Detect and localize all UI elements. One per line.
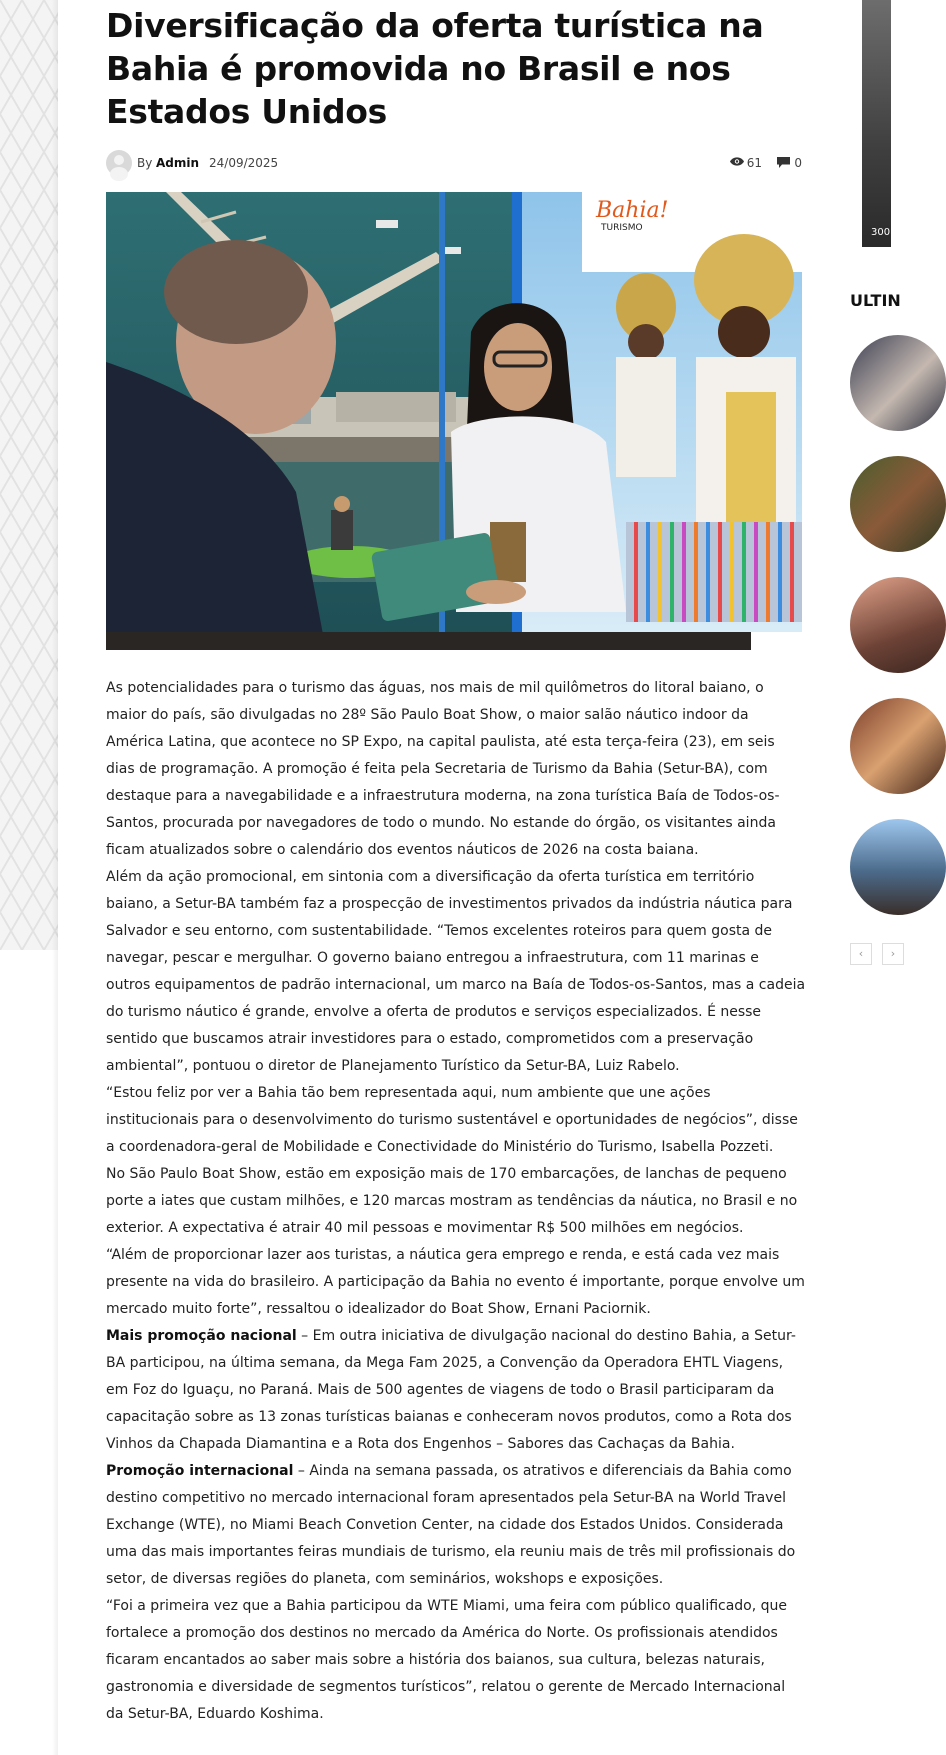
- author-avatar[interactable]: [106, 150, 132, 176]
- article-title: Diversificação da oferta turística na Bahia é promovida no Brasil e nos Estados Unidos: [106, 6, 764, 131]
- banner-brand: Bahia!: [596, 198, 669, 223]
- sidebar-post-thumb-4[interactable]: [850, 698, 946, 794]
- by-label: By: [137, 156, 153, 170]
- sidebar-post-thumb-1[interactable]: [850, 335, 946, 431]
- sidebar-post-thumb-3[interactable]: [850, 577, 946, 673]
- paragraph: “Além de proporcionar lazer aos turistas, a náutica gera emprego e renda, e está cada vez mais presente na vida do brasileiro. A participação da Bahia no evento é importante, porque envolve um mercado muito forte”, ressaltou o idealizador do Boat Show, Ernani Paciornik.: [106, 1247, 805, 1317]
- views-count: 61: [746, 156, 762, 170]
- paragraph: No São Paulo Boat Show, estão em exposição mais de 170 embarcações, de lanchas de pequeno porte a iates que custam milhões, e 120 marcas mostram as tendências da náutica, no Brasil e no exterior. A expectativa é atrair 40 mil pessoas e movimentar R$ 500 milhões em negócios.: [106, 1166, 798, 1236]
- paragraph: As potencialidades para o turismo das águas, nos mais de mil quilômetros do litoral baiano, o maior do país, são divulgadas no 28º São Paulo Boat Show, o maior salão náutico indoor da América Latina, que acontece no SP Expo, na capital paulista, até esta terça-feira (23), em seis dias de programação. A promoção é feita pela Secretaria de Turismo da Bahia (Setur-BA), com destaque para a navegabilidade e a infraestrutura moderna, na zona turística Baía de Todos-os-Santos, procurada por navegadores de todo o mundo. No estande do órgão, os visitantes ainda ficam atualizados sobre o calendário dos eventos náuticos de 2026 na costa baiana.: [106, 680, 780, 858]
- paragraph-international: [106, 1458, 806, 1593]
- background-pattern: [0, 0, 58, 950]
- author-link[interactable]: Admin: [156, 156, 200, 170]
- paragraph-national: [106, 1323, 806, 1458]
- sidebar-top-thumbnail[interactable]: [862, 0, 891, 247]
- article: [106, 0, 806, 1722]
- sidebar-next-button[interactable]: ›: [882, 943, 904, 965]
- eye-icon: [730, 157, 744, 166]
- section-text-national: – Em outra iniciativa de divulgação nacional do destino Bahia, a Setur-BA participou, na última semana, da Mega Fam 2025, a Convenção da Operadora EHTL Viagens, em Foz do Iguaçu, no Paraná. Mais de 500 agentes de viagens de todo o Brasil participaram da capacitação sobre as 13 zonas turísticas baianas e conheceram novos produtos, como a Rota dos Vinhos da Chapada Diamantina e a Rota dos Engenhos – Sabores das Cachaças da Bahia.: [106, 1328, 796, 1452]
- featured-photo: [106, 192, 802, 650]
- paragraph: “Foi a primeira vez que a Bahia participou da WTE Miami, uma feira com público qualificado, que fortalece a promoção dos destinos no mercado da América do Norte. Os profissionais atendidos ficaram encantados ao saber mais sobre a história dos baianos, sua cultura, belezas naturais, gastronomia e diversidade de segmentos turísticos”, relatou o gerente de Mercado Internacional da Setur-BA, Eduardo Koshima.: [106, 1598, 788, 1722]
- sidebar-thumb-caption: 300: [871, 227, 891, 238]
- article-meta: [106, 150, 802, 176]
- post-date: 24/09/2025: [209, 156, 279, 170]
- sidebar-post-thumb-2[interactable]: [850, 456, 946, 552]
- comments-count[interactable]: 0: [794, 156, 802, 170]
- section-text-international: – Ainda na semana passada, os atrativos e diferenciais da Bahia como destino competitivo no mercado internacional foram apresentados pela Setur-BA na World Travel Exchange (WTE), no Miami Beach Convetion Center, na cidade dos Estados Unidos. Considerada uma das mais importantes feiras mundiais de turismo, ela reuniu mais de três mil profissionais do setor, de diversas regiões do planeta, com seminários, wokshops e exposições.: [106, 1463, 796, 1587]
- comment-icon[interactable]: [777, 157, 790, 168]
- sidebar-prev-button[interactable]: ‹: [850, 943, 872, 965]
- section-heading-national: Mais promoção nacional: [106, 1328, 297, 1344]
- paragraph: “Estou feliz por ver a Bahia tão bem representada aqui, num ambiente que une ações institucionais para o desenvolvimento do turismo sustentável e oportunidades de negócios”, disse a coordenadora-geral de Mobilidade e Conectividade do Ministério do Turismo, Isabella Pozzeti.: [106, 1085, 798, 1155]
- article-featured-image: [106, 192, 802, 650]
- paragraph: Além da ação promocional, em sintonia com a diversificação da oferta turística em território baiano, a Setur-BA também faz a prospecção de investimentos privados da indústria náutica para Salvador e seu entorno, com sustentabilidade. “Temos excelentes roteiros para quem gosta de navegar, pescar e mergulhar. O governo baiano entregou a infraestrutura, com 11 marinas e outros equipamentos de padrão internacional, um marco na Baía de Todos-os-Santos, mas a cadeia do turismo náutico é grande, envolve a oferta de produtos e serviços especializados. É nesse sentido que buscamos atrair investidores para o estado, comprometidos com a preservação ambiental”, pontuou o diretor de Planejamento Turístico da Setur-BA, Luiz Rabelo.: [106, 869, 806, 1074]
- sidebar-post-thumb-5[interactable]: [850, 819, 946, 915]
- sidebar-heading: ULTIN: [850, 291, 901, 310]
- section-heading-international: Promoção internacional: [106, 1463, 294, 1479]
- content-edge-shadow: [52, 0, 58, 1755]
- banner-subtitle: TURISMO: [601, 223, 643, 233]
- article-body: [106, 675, 806, 1728]
